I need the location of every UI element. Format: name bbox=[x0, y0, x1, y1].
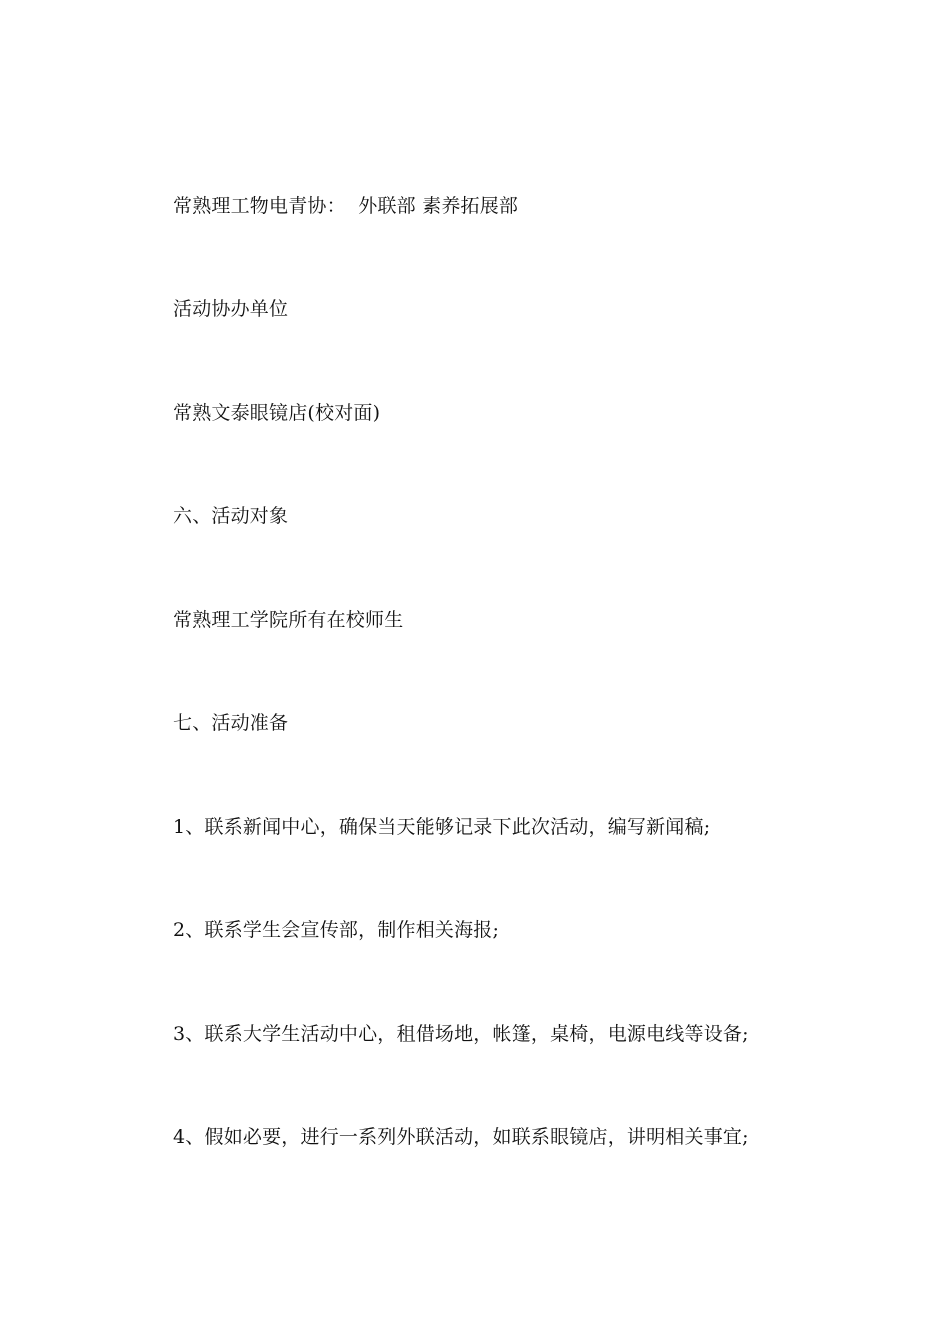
preparation-item-3: 3、联系大学生活动中心，租借场地，帐篷，桌椅，电源电线等设备; bbox=[173, 1023, 749, 1045]
preparation-item-1: 1、联系新闻中心，确保当天能够记录下此次活动，编写新闻稿; bbox=[173, 816, 711, 838]
co-organizer-heading: 活动协办单位 bbox=[173, 298, 289, 320]
section-heading-preparation: 七、活动准备 bbox=[173, 712, 289, 734]
preparation-item-2: 2、联系学生会宣传部，制作相关海报; bbox=[173, 919, 500, 941]
co-organizer-name: 常熟文泰眼镜店(校对面) bbox=[173, 402, 381, 424]
audience-text: 常熟理工学院所有在校师生 bbox=[173, 609, 404, 631]
section-heading-audience: 六、活动对象 bbox=[173, 505, 289, 527]
preparation-item-4: 4、假如必要，进行一系列外联活动，如联系眼镜店，讲明相关事宜; bbox=[173, 1126, 749, 1148]
organizer-line: 常熟理工物电青协： 外联部 素养拓展部 bbox=[173, 195, 519, 217]
